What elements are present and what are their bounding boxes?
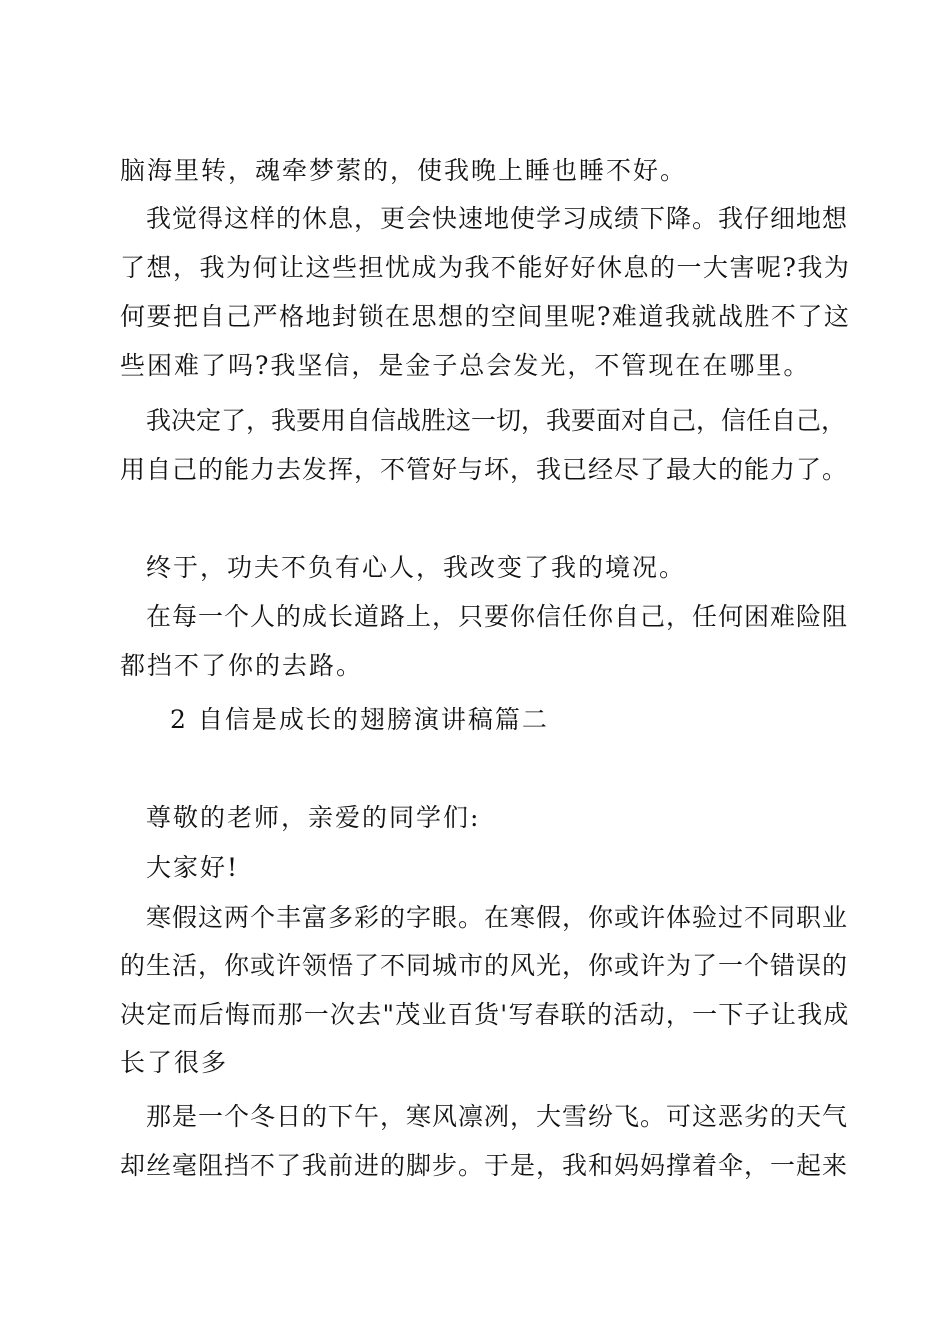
paragraph-first-line: 我决定了，我要用自信战胜这一切，我要面对自己，信任自己， [146,406,847,435]
section-heading: 2 自信是成长的翅膀演讲稿篇二 [170,705,549,734]
text-line: 都挡不了你的去路。 [120,651,364,680]
text-line: 何要把自己严格地封锁在思想的空间里呢?难道我就战胜不了这 [120,302,851,331]
greeting: 大家好! [146,853,240,882]
paragraph-first-line: 寒假这两个丰富多彩的字眼。在寒假，你或许体验过不同职业 [146,903,849,932]
text-line: 脑海里转，魂牵梦萦的，使我晚上睡也睡不好。 [120,156,688,185]
text-line: 决定而后悔而那一次去"茂业百货'写春联的活动，一下子让我成 [120,1000,850,1029]
paragraph-first-line: 我觉得这样的休息，更会快速地使学习成绩下降。我仔细地想 [146,204,849,233]
paragraph-first-line: 在每一个人的成长道路上，只要你信任你自己，任何困难险阻 [146,602,849,631]
text-line: 些困难了吗?我坚信，是金子总会发光，不管现在在哪里。 [120,351,811,380]
paragraph-first-line: 那是一个冬日的下午，寒风凛冽，大雪纷飞。可这恶劣的天气 [146,1102,849,1131]
text-line: 了想，我为何让这些担忧成为我不能好好休息的一大害呢?我为 [120,253,851,282]
paragraph-first-line: 终于，功夫不负有心人，我改变了我的境况。 [146,553,687,582]
text-line: 用自己的能力去发挥，不管好与坏，我已经尽了最大的能力了。 [120,455,849,484]
text-line: 的生活，你或许领悟了不同城市的风光，你或许为了一个错误的 [120,951,849,980]
salutation: 尊敬的老师，亲爱的同学们: [146,803,481,832]
text-line: 长了很多 [120,1048,229,1077]
text-line: 却丝毫阻挡不了我前进的脚步。于是，我和妈妈撑着伞，一起来 [120,1151,849,1180]
